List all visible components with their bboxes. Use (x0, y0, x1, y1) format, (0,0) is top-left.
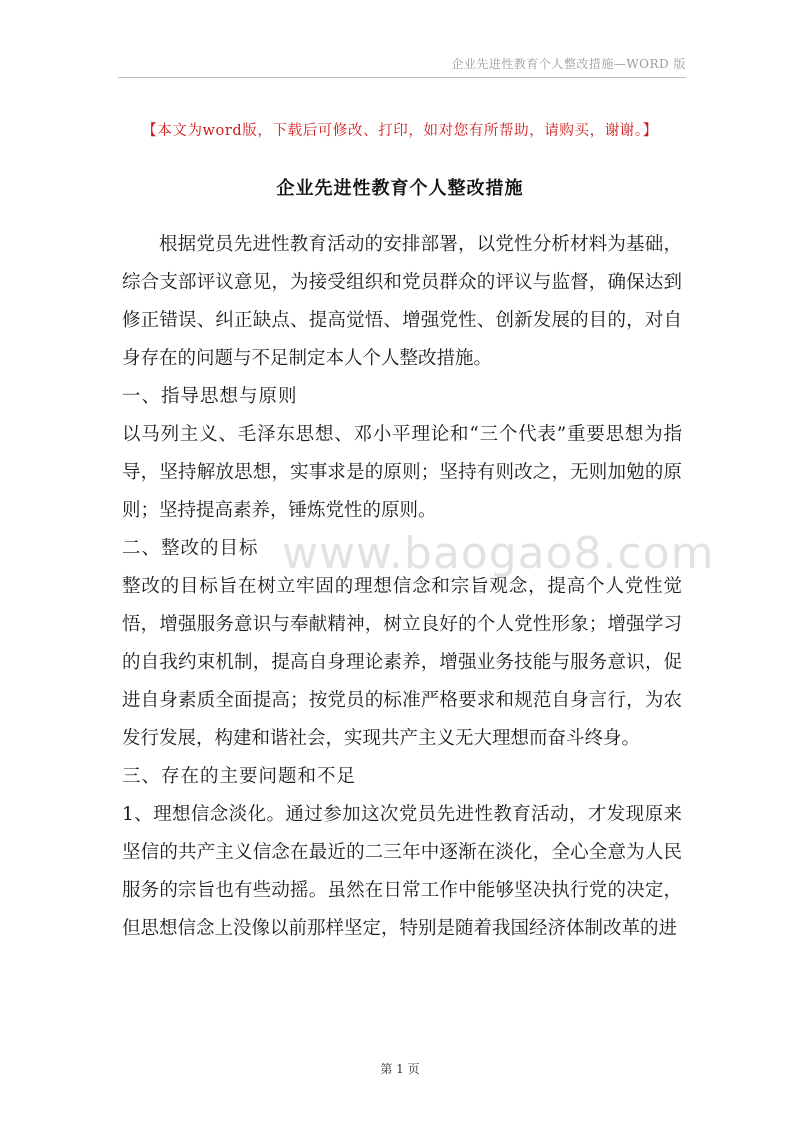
intro-paragraph: 根据党员先进性教育活动的安排部署，以党性分析材料为基础，综合支部评议意见，为接受组织和党员群众的评议与监督，确保达到修正错误、纠正缺点、提高觉悟、增强党性、创新发展的目的，对自身存在的问题与不足制定本人个人整改措施。 (122, 234, 682, 369)
section-2-paragraph: 整改的目标旨在树立牢固的理想信念和宗旨观念，提高个人党性觉悟，增强服务意识与奉献精神，树立良好的个人党性形象；增强学习的自我约束机制，提高自身理论素养，增强业务技能与服务意识，促进自身素质全面提高；按党员的标准严格要求和规范自身言行，为农发行发展，构建和谐社会，实现共产主义无大理想而奋斗终身。 (122, 576, 682, 749)
header-divider (118, 77, 686, 78)
section-heading-2: 二、整改的目标 (122, 538, 259, 559)
section-heading-1: 一、指导思想与原则 (122, 386, 298, 407)
section-heading-3: 三、存在的主要问题和不足 (122, 766, 357, 787)
page-number: 第 1 页 (380, 1062, 420, 1076)
document-body (122, 226, 682, 948)
site-watermark: www.baogao8.com (282, 528, 715, 579)
running-header: 企业先进性教育个人整改措施—WORD 版 (451, 57, 686, 71)
download-notice: 【本文为word版，下载后可修改、打印，如对您有所帮助，请购买，谢谢。】 (142, 123, 658, 139)
section-1-paragraph: 以马列主义、毛泽东思想、邓小平理论和“三个代表”重要思想为指导，坚持解放思想，实事求是的原则；坚持有则改之，无则加勉的原则；坚持提高素养，锤炼党性的原则。 (122, 424, 682, 521)
section-3-item-1: 1、理想信念淡化。通过参加这次党员先进性教育活动，才发现原来坚信的共产主义信念在最近的二三年中逐渐在淡化，全心全意为人民服务的宗旨也有些动摇。虽然在日常工作中能够坚决执行党的决定，但思想信念上没像以前那样坚定，特别是随着我国经济体制改革的进 (122, 804, 682, 939)
document-title: 企业先进性教育个人整改措施 (276, 178, 524, 199)
